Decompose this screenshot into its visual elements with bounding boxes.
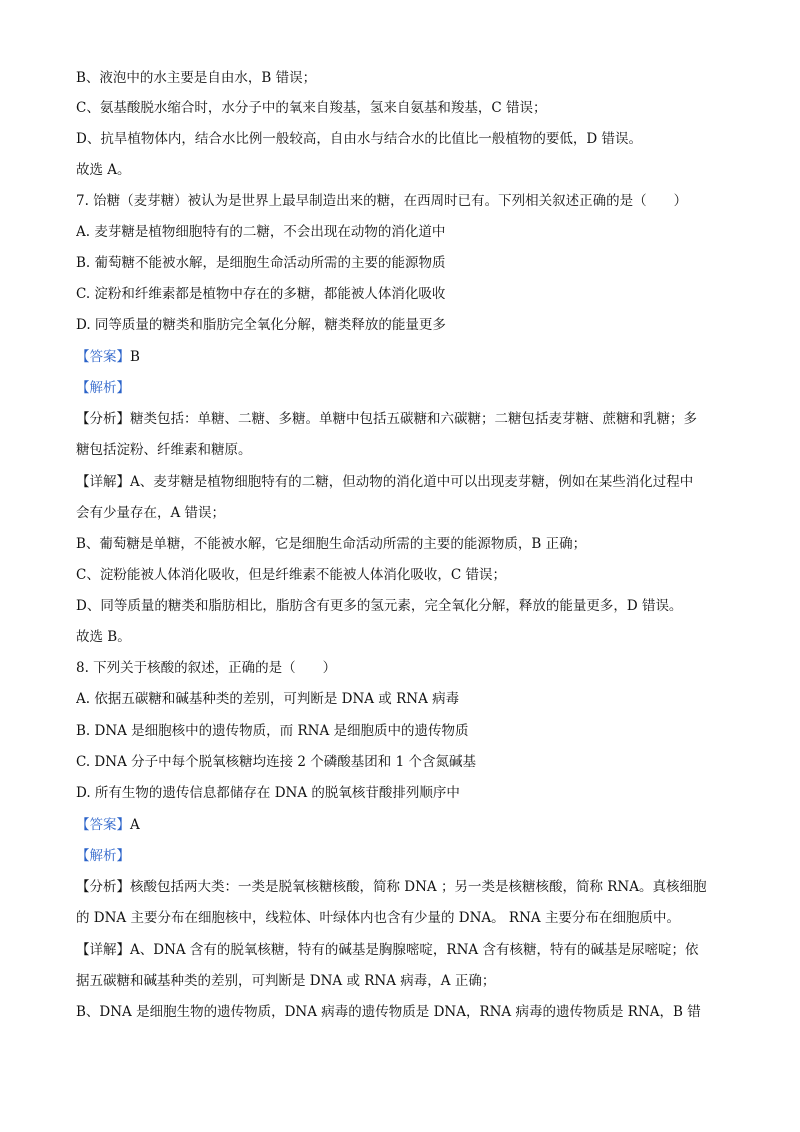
- question-7-explanation-c: C、淀粉能被人体消化吸收，但是纤维素不能被人体消化吸收，C 错误；: [76, 567, 506, 583]
- fenxi-text: 糖类包括：单糖、二糖、多糖。单糖中包括五碳糖和六碳糖；二糖包括麦芽糖、蔗糖和乳糖；多: [130, 411, 697, 427]
- fenxi-text: 核酸包括两大类：一类是脱氧核糖核酸，简称 DNA ；另一类是核糖核酸，简称 RNA。真核细胞: [130, 879, 707, 895]
- answer-tag: 【答案】: [76, 349, 130, 365]
- answer-choice-line: 故选 A。: [76, 162, 131, 178]
- question-7-xiangjie-line-1: [76, 472, 736, 492]
- analysis-tag: 【解析】: [76, 848, 130, 864]
- question-7-option-c: C. 淀粉和纤维素都是植物中存在的多糖，都能被人体消化吸收: [76, 286, 446, 302]
- xiangjie-text: A、麦芽糖是植物细胞特有的二糖，但动物的消化道中可以出现麦芽糖，例如在某些消化过程中: [130, 474, 694, 490]
- xiangjie-tag: 【详解】: [76, 474, 130, 490]
- question-7-explanation-b: B、葡萄糖是单糖，不能被水解，它是细胞生命活动所需的主要的能源物质，B 正确；: [76, 536, 587, 552]
- question-7-option-b: B. 葡萄糖不能被水解，是细胞生命活动所需的主要的能源物质: [76, 255, 446, 271]
- explanation-line-c: C、氨基酸脱水缩合时，水分子中的氧来自羧基，氢来自氨基和羧基，C 错误；: [76, 100, 547, 116]
- question-7-choice: 故选 B。: [76, 629, 131, 645]
- analysis-tag: 【解析】: [76, 380, 130, 396]
- question-8-option-c: C. DNA 分子中每个脱氧核糖均连接 2 个磷酸基团和 1 个含氮碱基: [76, 754, 476, 770]
- question-8-explanation-b: B、DNA 是细胞生物的遗传物质，DNA 病毒的遗传物质是 DNA，RNA 病毒的遗传物质是 RNA，B 错: [76, 1004, 701, 1020]
- question-7-fenxi-line-2: 糖包括淀粉、纤维素和糖原。: [76, 442, 252, 458]
- question-7-fenxi-line-1: [76, 409, 736, 429]
- question-7-analysis-heading: [76, 378, 736, 398]
- explanation-line-d: D、抗旱植物体内，结合水比例一般较高，自由水与结合水的比值比一般植物的要低，D 错误。: [76, 131, 642, 147]
- explanation-line-b: B、液泡中的水主要是自由水，B 错误；: [76, 70, 317, 86]
- question-7-answer: [76, 347, 736, 367]
- question-8-option-b: B. DNA 是细胞核中的遗传物质，而 RNA 是细胞质中的遗传物质: [76, 723, 469, 739]
- question-7-option-a: A. 麦芽糖是植物细胞特有的二糖，不会出现在动物的消化道中: [76, 224, 446, 240]
- xiangjie-text: A、DNA 含有的脱氧核糖，特有的碱基是胸腺嘧啶，RNA 含有核糖，特有的碱基是尿嘧啶；依: [130, 942, 699, 958]
- answer-tag: 【答案】: [76, 817, 130, 833]
- question-8-option-d: D. 所有生物的遗传信息都储存在 DNA 的脱氧核苷酸排列顺序中: [76, 785, 460, 801]
- answer-value: A: [130, 817, 140, 833]
- question-8-stem: 8. 下列关于核酸的叙述，正确的是（ ）: [76, 660, 337, 676]
- question-8-xiangjie-line-1: [76, 940, 736, 960]
- question-8-analysis-heading: [76, 846, 736, 866]
- question-8-option-a: A. 依据五碳糖和碱基种类的差别，可判断是 DNA 或 RNA 病毒: [76, 691, 460, 707]
- fenxi-tag: 【分析】: [76, 879, 130, 895]
- fenxi-tag: 【分析】: [76, 411, 130, 427]
- question-7-explanation-d: D、同等质量的糖类和脂肪相比，脂肪含有更多的氢元素，完全氧化分解，释放的能量更多，D 错误。: [76, 598, 683, 614]
- question-8-fenxi-line-2: 的 DNA 主要分布在细胞核中，线粒体、叶绿体内也含有少量的 DNA。 RNA 主要分布在细胞质中。: [76, 910, 680, 926]
- question-7-stem: 7. 饴糖（麦芽糖）被认为是世界上最早制造出来的糖，在西周时已有。下列相关叙述正确的是（ ）: [76, 193, 688, 209]
- xiangjie-tag: 【详解】: [76, 942, 130, 958]
- question-7-xiangjie-line-2: 会有少量存在，A 错误；: [76, 505, 226, 521]
- answer-value: B: [130, 349, 140, 365]
- question-8-fenxi-line-1: [76, 877, 736, 897]
- question-8-answer: [76, 815, 736, 835]
- question-8-xiangjie-line-2: 据五碳糖和碱基种类的差别，可判断是 DNA 或 RNA 病毒，A 正确；: [76, 973, 496, 989]
- question-7-option-d: D. 同等质量的糖类和脂肪完全氧化分解，糖类释放的能量更多: [76, 317, 446, 333]
